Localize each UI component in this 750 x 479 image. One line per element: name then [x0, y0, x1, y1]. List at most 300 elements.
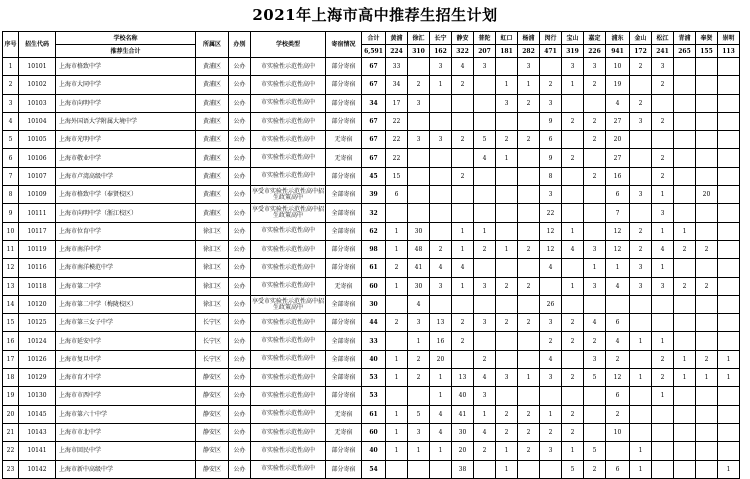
district-quota-cell [496, 167, 518, 185]
plan-total-label: 推荐生合计 [56, 45, 196, 58]
district-quota-cell: 4 [430, 405, 452, 423]
table-row [3, 58, 740, 76]
summary-district-value: 224 [386, 45, 408, 58]
district-quota-cell: 20 [606, 131, 630, 149]
district-quota-cell [696, 314, 718, 332]
district-quota-cell: 2 [630, 240, 652, 258]
district-quota-cell: 4 [606, 277, 630, 295]
school-type-cell: 市实验性示范性高中 [251, 112, 326, 130]
ownership-cell: 公办 [229, 149, 251, 167]
col-code: 招生代码 [19, 32, 56, 58]
district-quota-cell [452, 149, 474, 167]
district-quota-cell: 2 [652, 167, 674, 185]
seq-cell: 4 [3, 112, 19, 130]
district-quota-cell [718, 112, 740, 130]
district-quota-cell: 2 [562, 423, 584, 441]
district-quota-cell [674, 259, 696, 277]
district-cell: 长宁区 [196, 350, 229, 368]
district-quota-cell: 3 [652, 58, 674, 76]
district-quota-cell: 2 [652, 149, 674, 167]
district-quota-cell [652, 131, 674, 149]
school-type-cell: 市实验性示范性高中 [251, 387, 326, 405]
district-quota-cell [696, 94, 718, 112]
district-quota-cell [518, 387, 540, 405]
total-cell: 61 [362, 405, 386, 423]
code-cell: 10101 [19, 58, 56, 76]
district-quota-cell [674, 295, 696, 313]
district-quota-cell: 33 [386, 58, 408, 76]
district-quota-cell: 3 [474, 387, 496, 405]
table-row [3, 167, 740, 185]
total-cell: 54 [362, 460, 386, 478]
total-cell: 67 [362, 112, 386, 130]
district-quota-cell: 5 [408, 405, 430, 423]
school-name-cell: 上海市市北中学 [56, 423, 196, 441]
district-quota-cell [674, 423, 696, 441]
district-quota-cell: 2 [562, 369, 584, 387]
district-quota-cell: 2 [496, 277, 518, 295]
district-quota-cell [584, 387, 606, 405]
table-row [3, 204, 740, 222]
total-cell: 39 [362, 186, 386, 204]
school-type-cell: 市实验性示范性高中 [251, 240, 326, 258]
table-row [3, 423, 740, 441]
school-type-cell: 市实验性示范性高中 [251, 167, 326, 185]
district-cell: 静安区 [196, 442, 229, 460]
district-quota-cell: 30 [452, 423, 474, 441]
school-name-cell: 上海市第六十中学 [56, 405, 196, 423]
district-quota-cell [718, 442, 740, 460]
code-cell: 10145 [19, 405, 56, 423]
summary-district-value: 207 [474, 45, 496, 58]
seq-cell: 3 [3, 94, 19, 112]
table-row [3, 295, 740, 313]
boarding-cell: 无寄宿 [326, 423, 362, 441]
district-quota-cell [696, 112, 718, 130]
boarding-cell: 部分寄宿 [326, 240, 362, 258]
col-district-name: 浦东 [606, 32, 630, 45]
col-district-name: 宝山 [562, 32, 584, 45]
district-quota-cell: 1 [718, 460, 740, 478]
district-quota-cell: 2 [630, 94, 652, 112]
ownership-cell: 公办 [229, 58, 251, 76]
boarding-cell: 部分寄宿 [326, 112, 362, 130]
district-quota-cell: 4 [430, 423, 452, 441]
district-cell: 长宁区 [196, 314, 229, 332]
district-quota-cell [584, 204, 606, 222]
district-quota-cell: 1 [674, 222, 696, 240]
boarding-cell: 部分寄宿 [326, 387, 362, 405]
district-quota-cell: 1 [408, 332, 430, 350]
table-row [3, 149, 740, 167]
code-cell: 10143 [19, 423, 56, 441]
district-quota-cell: 2 [452, 167, 474, 185]
district-quota-cell [674, 131, 696, 149]
district-quota-cell: 3 [496, 94, 518, 112]
district-quota-cell [518, 460, 540, 478]
district-cell: 黄浦区 [196, 186, 229, 204]
school-type-cell: 享受市实验性示范性高中招生政策高中 [251, 295, 326, 313]
school-name-cell: 上海市位育中学 [56, 222, 196, 240]
district-quota-cell [518, 350, 540, 368]
district-quota-cell [474, 76, 496, 94]
district-quota-cell [496, 387, 518, 405]
seq-cell: 20 [3, 405, 19, 423]
district-quota-cell [562, 387, 584, 405]
seq-cell: 8 [3, 186, 19, 204]
district-quota-cell: 4 [540, 259, 562, 277]
district-quota-cell: 2 [518, 405, 540, 423]
district-quota-cell: 1 [386, 277, 408, 295]
district-cell: 黄浦区 [196, 167, 229, 185]
district-quota-cell: 1 [430, 76, 452, 94]
ownership-cell: 公办 [229, 167, 251, 185]
seq-cell: 1 [3, 58, 19, 76]
district-quota-cell: 6 [386, 186, 408, 204]
district-quota-cell: 1 [562, 222, 584, 240]
ownership-cell: 公办 [229, 369, 251, 387]
district-quota-cell: 2 [584, 131, 606, 149]
district-quota-cell [386, 460, 408, 478]
boarding-cell: 部分寄宿 [326, 259, 362, 277]
district-quota-cell: 4 [584, 314, 606, 332]
district-cell: 徐汇区 [196, 222, 229, 240]
col-district-name: 黄浦 [386, 32, 408, 45]
page-title: 2021年上海市高中推荐生招生计划 [252, 6, 498, 24]
district-quota-cell [652, 460, 674, 478]
district-cell: 静安区 [196, 423, 229, 441]
district-quota-cell: 3 [630, 259, 652, 277]
district-quota-cell: 2 [630, 58, 652, 76]
district-quota-cell [674, 405, 696, 423]
district-quota-cell [452, 350, 474, 368]
summary-district-value: 471 [540, 45, 562, 58]
school-type-cell: 市实验性示范性高中 [251, 222, 326, 240]
district-quota-cell [408, 58, 430, 76]
district-quota-cell [518, 149, 540, 167]
district-quota-cell: 3 [584, 350, 606, 368]
district-quota-cell: 1 [562, 76, 584, 94]
district-quota-cell: 1 [496, 149, 518, 167]
district-quota-cell [718, 405, 740, 423]
total-cell: 67 [362, 131, 386, 149]
district-quota-cell: 2 [562, 332, 584, 350]
district-quota-cell: 48 [408, 240, 430, 258]
school-type-cell: 市实验性示范性高中 [251, 350, 326, 368]
district-quota-cell [674, 58, 696, 76]
seq-cell: 7 [3, 167, 19, 185]
ownership-cell: 公办 [229, 186, 251, 204]
school-name-cell: 上海市卢湾高级中学 [56, 167, 196, 185]
district-quota-cell: 2 [518, 131, 540, 149]
district-quota-cell: 27 [606, 112, 630, 130]
district-quota-cell [696, 259, 718, 277]
district-quota-cell [430, 204, 452, 222]
district-quota-cell: 5 [584, 442, 606, 460]
district-quota-cell [540, 277, 562, 295]
school-type-cell: 享受市实验性示范性高中招生政策高中 [251, 204, 326, 222]
district-quota-cell [474, 332, 496, 350]
table-row [3, 112, 740, 130]
boarding-cell: 部分寄宿 [326, 442, 362, 460]
district-quota-cell [696, 167, 718, 185]
district-quota-cell: 3 [474, 314, 496, 332]
total-cell: 61 [362, 259, 386, 277]
ownership-cell: 公办 [229, 222, 251, 240]
summary-total: 6,591 [362, 45, 386, 58]
district-quota-cell: 6 [606, 460, 630, 478]
district-quota-cell [474, 112, 496, 130]
district-quota-cell [718, 186, 740, 204]
district-quota-cell: 10 [606, 423, 630, 441]
district-quota-cell: 2 [584, 112, 606, 130]
district-quota-cell: 2 [474, 350, 496, 368]
total-cell: 67 [362, 149, 386, 167]
district-quota-cell [696, 442, 718, 460]
district-quota-cell [630, 76, 652, 94]
district-quota-cell: 26 [540, 295, 562, 313]
district-quota-cell: 16 [606, 167, 630, 185]
district-cell: 静安区 [196, 369, 229, 387]
district-quota-cell [630, 204, 652, 222]
district-quota-cell: 3 [496, 369, 518, 387]
district-quota-cell: 13 [430, 314, 452, 332]
district-quota-cell: 2 [408, 350, 430, 368]
district-quota-cell [696, 295, 718, 313]
district-quota-cell [430, 149, 452, 167]
district-quota-cell: 2 [606, 405, 630, 423]
boarding-cell: 部分寄宿 [326, 167, 362, 185]
total-cell: 98 [362, 240, 386, 258]
district-quota-cell: 1 [386, 240, 408, 258]
district-quota-cell: 2 [386, 259, 408, 277]
district-quota-cell: 1 [696, 369, 718, 387]
district-quota-cell: 1 [430, 387, 452, 405]
district-quota-cell: 2 [518, 240, 540, 258]
col-district: 所属区 [196, 32, 229, 58]
school-name-cell: 上海市复旦中学 [56, 350, 196, 368]
col-school-type: 学校类型 [251, 32, 326, 58]
code-cell: 10107 [19, 167, 56, 185]
district-quota-cell [674, 94, 696, 112]
boarding-cell: 无寄宿 [326, 405, 362, 423]
district-quota-cell: 22 [386, 149, 408, 167]
school-name-cell: 上海市向明中学 [56, 94, 196, 112]
district-quota-cell [718, 58, 740, 76]
district-quota-cell [630, 167, 652, 185]
district-cell: 黄浦区 [196, 76, 229, 94]
district-quota-cell [584, 222, 606, 240]
district-quota-cell: 1 [630, 332, 652, 350]
table-row [3, 350, 740, 368]
district-quota-cell: 3 [518, 58, 540, 76]
district-quota-cell: 2 [496, 131, 518, 149]
district-quota-cell [474, 295, 496, 313]
district-cell: 徐汇区 [196, 295, 229, 313]
district-quota-cell: 4 [452, 58, 474, 76]
district-quota-cell [430, 112, 452, 130]
district-quota-cell: 3 [408, 131, 430, 149]
district-quota-cell [674, 204, 696, 222]
district-quota-cell [562, 94, 584, 112]
col-seq: 序号 [3, 32, 19, 58]
district-quota-cell [696, 222, 718, 240]
district-quota-cell: 2 [584, 76, 606, 94]
district-quota-cell [718, 94, 740, 112]
district-quota-cell [496, 350, 518, 368]
district-quota-cell: 1 [452, 222, 474, 240]
district-quota-cell [718, 277, 740, 295]
district-quota-cell: 3 [630, 112, 652, 130]
district-quota-cell: 5 [584, 369, 606, 387]
district-cell: 静安区 [196, 405, 229, 423]
school-name-cell: 上海市敬业中学 [56, 149, 196, 167]
total-cell: 34 [362, 94, 386, 112]
district-cell: 静安区 [196, 460, 229, 478]
district-quota-cell [386, 295, 408, 313]
district-quota-cell: 3 [540, 314, 562, 332]
district-quota-cell: 1 [652, 259, 674, 277]
district-quota-cell [606, 442, 630, 460]
district-quota-cell: 2 [474, 442, 496, 460]
district-quota-cell [430, 186, 452, 204]
district-quota-cell: 3 [408, 423, 430, 441]
summary-district-value: 181 [496, 45, 518, 58]
district-quota-cell [562, 131, 584, 149]
district-quota-cell: 1 [430, 369, 452, 387]
school-type-cell: 市实验性示范性高中 [251, 94, 326, 112]
district-quota-cell: 1 [630, 442, 652, 460]
school-name-cell: 上海市格致中学（奉贤校区） [56, 186, 196, 204]
school-type-cell: 市实验性示范性高中 [251, 259, 326, 277]
seq-cell: 15 [3, 314, 19, 332]
district-quota-cell: 2 [652, 112, 674, 130]
district-quota-cell: 2 [696, 277, 718, 295]
code-cell: 10111 [19, 204, 56, 222]
district-quota-cell [718, 423, 740, 441]
district-quota-cell [718, 131, 740, 149]
boarding-cell: 部分寄宿 [326, 94, 362, 112]
school-type-cell: 市实验性示范性高中 [251, 149, 326, 167]
district-quota-cell: 3 [540, 186, 562, 204]
col-district-name: 闵行 [540, 32, 562, 45]
district-quota-cell: 2 [452, 76, 474, 94]
district-quota-cell [630, 423, 652, 441]
district-quota-cell: 2 [652, 76, 674, 94]
district-quota-cell [696, 204, 718, 222]
summary-district-value: 155 [696, 45, 718, 58]
district-quota-cell: 3 [630, 277, 652, 295]
district-quota-cell [408, 167, 430, 185]
district-quota-cell: 2 [540, 76, 562, 94]
district-quota-cell: 2 [408, 76, 430, 94]
district-quota-cell: 20 [696, 186, 718, 204]
district-quota-cell: 1 [652, 332, 674, 350]
district-quota-cell: 2 [696, 350, 718, 368]
district-quota-cell [452, 94, 474, 112]
district-quota-cell [452, 112, 474, 130]
district-quota-cell: 3 [562, 58, 584, 76]
district-quota-cell [518, 112, 540, 130]
district-quota-cell [696, 58, 718, 76]
total-cell: 67 [362, 58, 386, 76]
district-quota-cell: 1 [718, 350, 740, 368]
table-row [3, 405, 740, 423]
ownership-cell: 公办 [229, 259, 251, 277]
district-quota-cell: 1 [430, 442, 452, 460]
district-quota-cell: 38 [452, 460, 474, 478]
school-type-cell: 市实验性示范性高中 [251, 423, 326, 441]
district-quota-cell [652, 94, 674, 112]
seq-cell: 14 [3, 295, 19, 313]
ownership-cell: 公办 [229, 350, 251, 368]
school-type-cell: 市实验性示范性高中 [251, 332, 326, 350]
table-row [3, 76, 740, 94]
district-quota-cell [630, 131, 652, 149]
district-quota-cell [518, 167, 540, 185]
district-quota-cell: 1 [474, 222, 496, 240]
code-cell: 10120 [19, 295, 56, 313]
district-quota-cell [386, 204, 408, 222]
district-quota-cell [674, 149, 696, 167]
district-quota-cell: 1 [584, 259, 606, 277]
school-type-cell: 市实验性示范性高中 [251, 314, 326, 332]
district-quota-cell: 7 [606, 204, 630, 222]
district-quota-cell: 12 [540, 222, 562, 240]
district-quota-cell [630, 149, 652, 167]
summary-district-value: 310 [408, 45, 430, 58]
district-quota-cell [408, 186, 430, 204]
district-quota-cell [652, 314, 674, 332]
col-total: 合计 [362, 32, 386, 45]
district-quota-cell: 3 [474, 58, 496, 76]
district-quota-cell [696, 149, 718, 167]
district-cell: 黄浦区 [196, 204, 229, 222]
district-quota-cell: 1 [652, 387, 674, 405]
seq-cell: 9 [3, 204, 19, 222]
district-quota-cell: 12 [540, 240, 562, 258]
district-quota-cell: 3 [584, 277, 606, 295]
seq-cell: 5 [3, 131, 19, 149]
district-quota-cell [540, 58, 562, 76]
district-quota-cell: 6 [540, 131, 562, 149]
district-quota-cell [674, 332, 696, 350]
district-cell: 黄浦区 [196, 131, 229, 149]
district-quota-cell: 1 [386, 350, 408, 368]
district-quota-cell: 1 [496, 442, 518, 460]
district-quota-cell: 1 [630, 369, 652, 387]
district-quota-cell: 1 [386, 222, 408, 240]
district-quota-cell: 3 [540, 94, 562, 112]
col-boarding: 寄宿情况 [326, 32, 362, 58]
boarding-cell: 部分寄宿 [326, 314, 362, 332]
boarding-cell: 全部寄宿 [326, 222, 362, 240]
boarding-cell: 部分寄宿 [326, 58, 362, 76]
total-cell: 62 [362, 222, 386, 240]
school-name-cell: 上海市格致中学 [56, 58, 196, 76]
district-quota-cell: 3 [430, 58, 452, 76]
district-quota-cell: 2 [452, 314, 474, 332]
district-quota-cell: 2 [496, 423, 518, 441]
district-quota-cell [518, 204, 540, 222]
table-row [3, 186, 740, 204]
district-quota-cell: 5 [562, 460, 584, 478]
col-district-name: 虹口 [496, 32, 518, 45]
district-quota-cell [674, 442, 696, 460]
district-quota-cell: 1 [386, 369, 408, 387]
boarding-cell: 全部寄宿 [326, 369, 362, 387]
district-quota-cell: 1 [652, 222, 674, 240]
